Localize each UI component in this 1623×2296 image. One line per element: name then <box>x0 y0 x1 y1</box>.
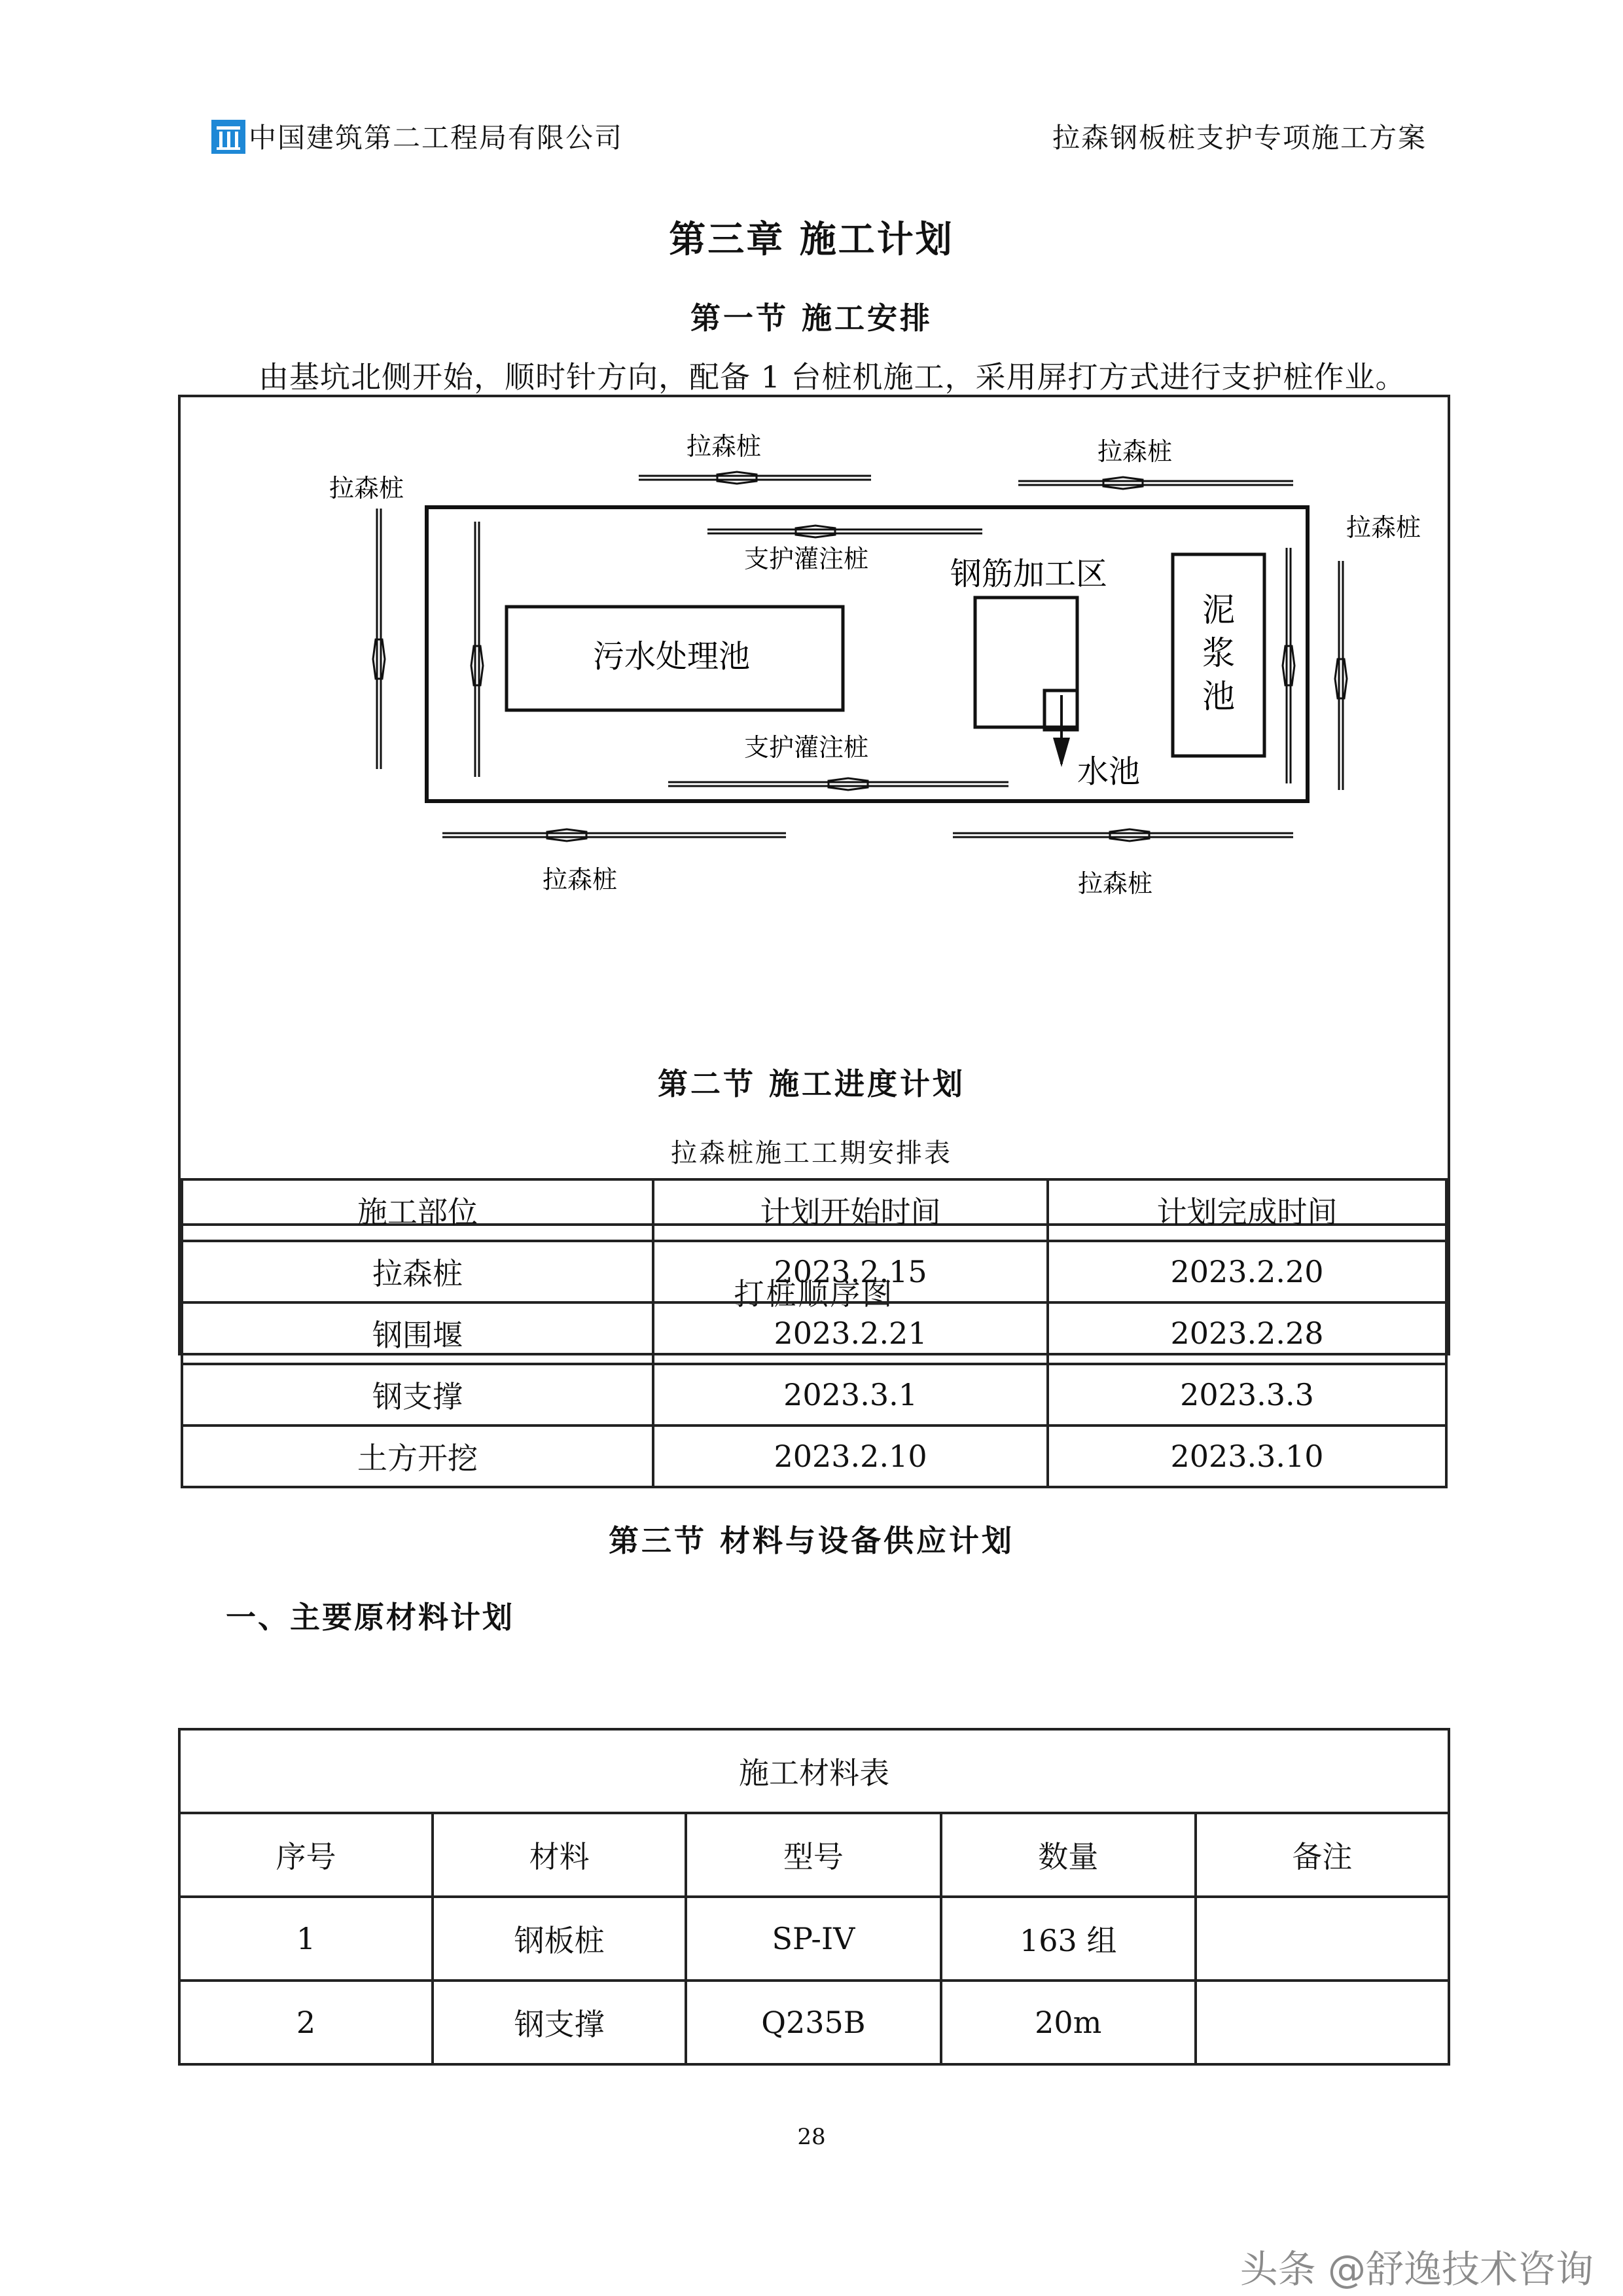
table-cell: 2023.3.1 <box>653 1364 1048 1426</box>
diagram-caption: 打桩顺序图 <box>181 1223 1448 1358</box>
table-row <box>182 1302 1446 1364</box>
table-cell: 钢板桩 <box>433 1897 686 1981</box>
table-cell: Q235B <box>686 1981 940 2064</box>
table-header-cell: 数量 <box>941 1813 1196 1897</box>
table-header-cell: 计划完成时间 <box>1048 1179 1446 1241</box>
table-row <box>182 1426 1446 1487</box>
table-row <box>182 1241 1446 1302</box>
larsen-label-bottom-left: 拉森桩 <box>542 865 618 894</box>
table-cell: 钢支撑 <box>433 1981 686 2064</box>
table-cell: 2023.2.15 <box>653 1241 1048 1302</box>
header-company: 中国建筑第二工程局有限公司 <box>249 122 624 154</box>
watermark: 头条 @舒逸技术咨询 <box>1240 2247 1594 2291</box>
table-cell: 163 组 <box>941 1897 1196 1981</box>
table-cell <box>1196 1981 1449 2064</box>
section1-text: 由基坑北侧开始，顺时针方向，配备 1 台桩机施工，采用屏打方式进行支护桩作业。 <box>259 359 1406 395</box>
larsen-label-left: 拉森桩 <box>329 474 404 503</box>
table-cell: SP-IV <box>686 1897 940 1981</box>
section2-title: 第二节 施工进度计划 <box>657 1066 965 1102</box>
page-number: 28 <box>797 2124 826 2150</box>
section3-heading: 一、主要原材料计划 <box>226 1600 514 1635</box>
mud-pool-char-1: 泥 <box>1202 591 1235 629</box>
sewage-pool-label: 污水处理池 <box>592 638 751 675</box>
table-cell: 20m <box>941 1981 1196 2064</box>
materials-table-title: 施工材料表 <box>179 1729 1449 1813</box>
table-cell: 2023.2.28 <box>1048 1302 1446 1364</box>
larsen-label-top-right: 拉森桩 <box>1097 437 1173 466</box>
table-cell: 拉森桩 <box>182 1241 653 1302</box>
table-cell: 1 <box>179 1897 433 1981</box>
rebar-area-label: 钢筋加工区 <box>950 556 1108 592</box>
table-cell: 2 <box>179 1981 433 2064</box>
table-title-row <box>179 1729 1449 1813</box>
table-header-cell: 施工部位 <box>182 1179 653 1241</box>
chapter-title: 第三章 施工计划 <box>669 218 954 261</box>
table-row <box>179 1897 1449 1981</box>
mud-pool-char-2: 浆 <box>1202 634 1235 672</box>
table-cell <box>1196 1897 1449 1981</box>
larsen-label-top-left: 拉森桩 <box>686 432 762 461</box>
table-row <box>179 1981 1449 2064</box>
table-cell: 2023.2.10 <box>653 1426 1048 1487</box>
table-header-cell: 材料 <box>433 1813 686 1897</box>
water-pool-arrow <box>1053 738 1070 767</box>
bored-pile-label-top: 支护灌注桩 <box>743 545 869 573</box>
company-logo <box>211 120 245 154</box>
section1-title: 第一节 施工安排 <box>690 300 933 336</box>
table-header-cell: 型号 <box>686 1813 940 1897</box>
header-doc-title: 拉森钢板桩支护专项施工方案 <box>1052 122 1427 154</box>
table-cell: 钢支撑 <box>182 1364 653 1426</box>
table-row <box>182 1364 1446 1426</box>
bored-pile-label-bottom: 支护灌注桩 <box>743 733 869 762</box>
water-pool-label: 水池 <box>1077 753 1141 790</box>
schedule-table-caption: 拉森桩施工工期安排表 <box>671 1138 952 1168</box>
table-header-row <box>179 1813 1449 1897</box>
schedule-table <box>181 1178 1448 1488</box>
section3-title: 第三节 材料与设备供应计划 <box>608 1523 1014 1558</box>
table-cell: 2023.2.20 <box>1048 1241 1446 1302</box>
table-cell: 2023.3.10 <box>1048 1426 1446 1487</box>
larsen-label-right: 拉森桩 <box>1346 513 1421 542</box>
table-header-row <box>182 1179 1446 1241</box>
table-header-cell: 备注 <box>1196 1813 1449 1897</box>
mud-pool-char-3: 池 <box>1202 677 1235 715</box>
table-cell: 2023.2.21 <box>653 1302 1048 1364</box>
table-header-cell: 序号 <box>179 1813 433 1897</box>
table-cell: 土方开挖 <box>182 1426 653 1487</box>
pile-symbols <box>373 472 1347 841</box>
table-cell: 钢围堰 <box>182 1302 653 1364</box>
table-cell: 2023.3.3 <box>1048 1364 1446 1426</box>
table-header-cell: 计划开始时间 <box>653 1179 1048 1241</box>
materials-table <box>178 1728 1450 2066</box>
larsen-label-bottom-right: 拉森桩 <box>1077 869 1153 898</box>
